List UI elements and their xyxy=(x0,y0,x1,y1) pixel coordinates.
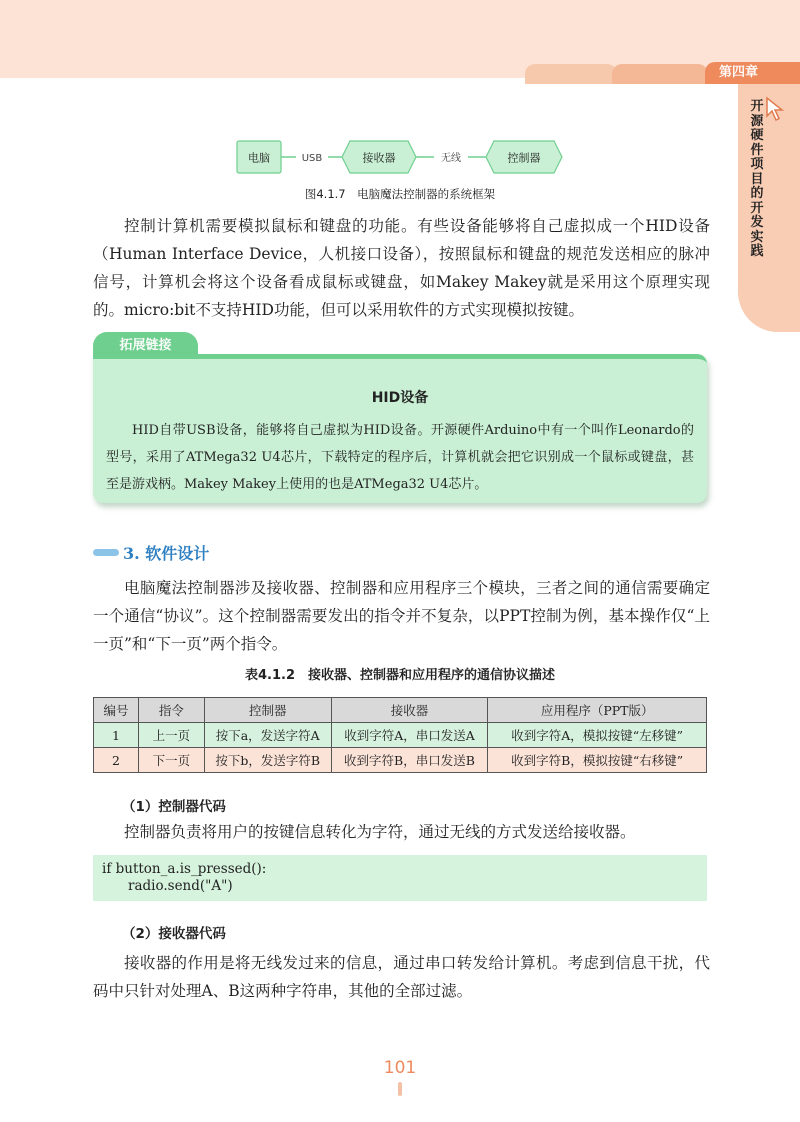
table-row xyxy=(94,723,707,748)
protocol-table xyxy=(93,697,707,773)
extension-box xyxy=(93,354,707,503)
diagram-label: 无线 xyxy=(441,153,461,164)
table-header: 编号 xyxy=(94,698,139,723)
table-header: 应用程序（PPT版） xyxy=(488,698,707,723)
figure-caption: 图4.1.7 电脑魔法控制器的系统框架 xyxy=(304,187,496,201)
table-cell: 收到字符B，模拟按键“右移键” xyxy=(488,748,707,773)
table-header: 接收器 xyxy=(331,698,488,723)
body-paragraph: 电脑魔法控制器涉及接收器、控制器和应用程序三个模块，三者之间的通信需要确定一个通信“协议”。这个控制器需要发出的指令并不复杂，以PPT控制为例，基本操作仅“上一页”和“下一页”两个指令。 xyxy=(93,579,710,653)
subsection-heading: （1）控制器代码 xyxy=(122,799,226,815)
page-number: 101 xyxy=(383,1058,417,1078)
side-title: 开源硬件项目的开发实践 xyxy=(750,99,764,259)
table-cell: 1 xyxy=(94,723,139,748)
diagram-label: 电脑 xyxy=(248,151,270,165)
chapter-label: 第四章 xyxy=(705,62,800,84)
body-paragraph: 控制器负责将用户的按键信息转化为字符，通过无线的方式发送给接收器。 xyxy=(124,823,636,841)
table-cell: 按下b，发送字符B xyxy=(204,748,331,773)
body-paragraph: 接收器的作用是将无线发过来的信息，通过串口转发给计算机。考虑到信息干扰，代码中只针对处理A、B这两种字符串，其他的全部过滤。 xyxy=(93,954,710,1000)
table-header: 指令 xyxy=(138,698,204,723)
table-caption: 表4.1.2 接收器、控制器和应用程序的通信协议描述 xyxy=(244,668,555,683)
table-cell: 下一页 xyxy=(138,748,204,773)
extension-tag: 拓展链接 xyxy=(93,332,198,360)
code-block xyxy=(93,855,707,901)
body-paragraph: 控制计算机需要模拟鼠标和键盘的功能。有些设备能够将自己虚拟成一个HID设备（Human Interface Device，人机接口设备），按照鼠标和键盘的规范发送相应的脉冲信号，计算机会将这个设备看成鼠标或键盘，如Makey Makey就是采用这个原理实现的。micro:bit不支持HID功能，但可以采用软件的方式实现模拟按键。 xyxy=(93,217,710,319)
section-heading xyxy=(93,540,209,564)
table-header-row xyxy=(94,698,707,723)
table-cell: 收到字符A，模拟按键“左移键” xyxy=(488,723,707,748)
section-title: 3. 软件设计 xyxy=(123,543,210,563)
table-cell: 收到字符A，串口发送A xyxy=(331,723,488,748)
diagram-label: 接收器 xyxy=(362,151,396,165)
header-tab-decor xyxy=(612,64,708,84)
extension-body: HID自带USB设备，能够将自己虚拟为HID设备。开源硬件Arduino中有一个叫作Leonardo的型号，采用了ATMega32 U4芯片，下载特定的程序后，计算机就会把它识别成一个鼠标或键盘，甚至是游戏柄。Makey Makey上使用的也是ATMega32 U4芯片。 xyxy=(106,423,694,492)
header-tab-decor xyxy=(525,64,617,84)
table-header: 控制器 xyxy=(204,698,331,723)
diagram-label: 控制器 xyxy=(507,151,541,165)
extension-title: HID设备 xyxy=(371,390,429,406)
table-cell: 上一页 xyxy=(138,723,204,748)
code-line: radio.send("A") xyxy=(128,878,233,894)
table-cell: 按下a，发送字符A xyxy=(204,723,331,748)
subsection-heading: （2）接收器代码 xyxy=(122,926,226,942)
table-cell: 2 xyxy=(94,748,139,773)
diagram-label: USB xyxy=(301,153,323,164)
section-bar-decor xyxy=(93,549,119,556)
page-number-decor xyxy=(398,1082,402,1096)
table-row xyxy=(94,748,707,773)
code-line: if button_a.is_pressed(): xyxy=(102,861,267,877)
system-diagram xyxy=(236,138,566,176)
cursor-icon xyxy=(764,96,784,122)
table-cell: 收到字符B，串口发送B xyxy=(331,748,488,773)
